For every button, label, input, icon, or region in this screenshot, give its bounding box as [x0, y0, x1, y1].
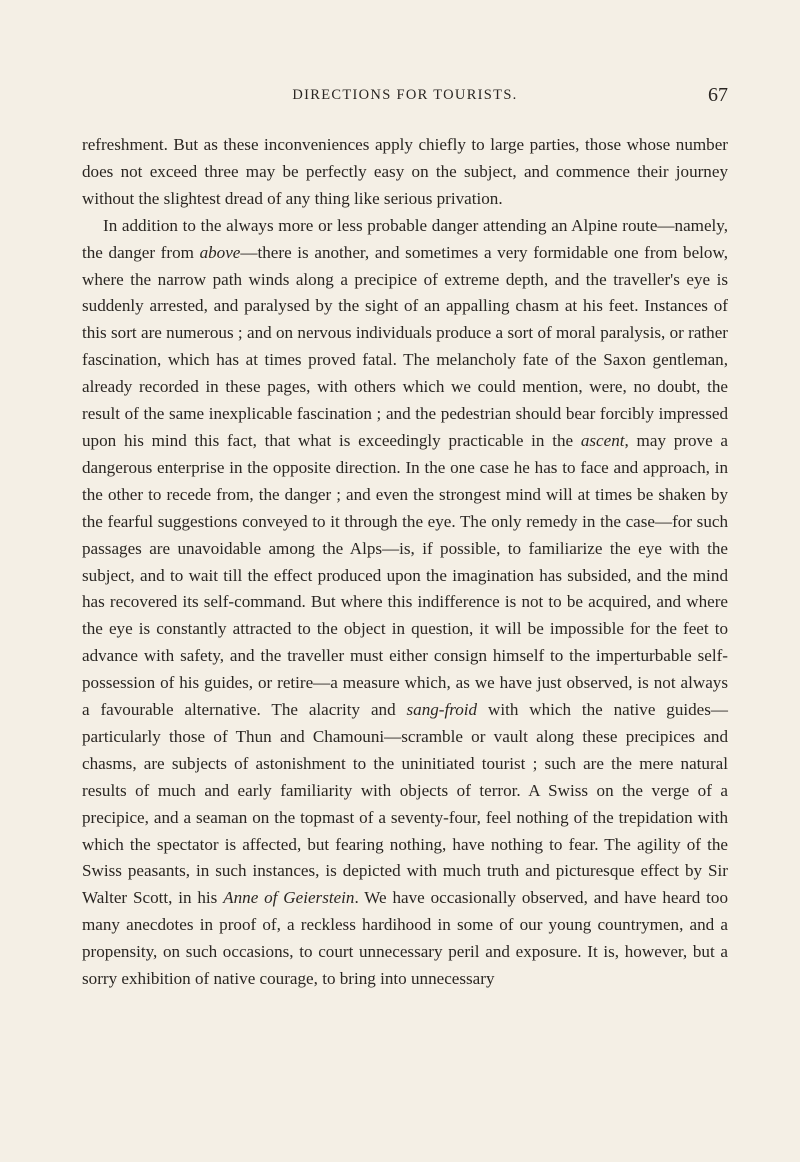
page-number: 67 [708, 84, 728, 106]
running-title: DIRECTIONS FOR TOURISTS. [292, 87, 518, 103]
text-run: —there is another, and sometimes a very formidable one from below, where the narrow path winds along a precipice of extreme depth, and the traveller's eye is suddenly arrested, and paralysed by the sight of an appalling chasm at his feet. Instances of this sort are numerous ; and on nervous individuals produce a sort of moral paralysis, or rather fascination, which has at times proved fatal. The melancholy fate of the Saxon gentleman, already recorded in these pages, with others which we could mention, were, no doubt, the result of the same inexplicable fascination ; and the pedestrian should bear forcibly impressed upon his mind this fact, that what is exceedingly practicable in the [82, 242, 728, 450]
text-run: , may prove a dangerous enterprise in the opposite direction. In the one case he has to face and approach, in the other to recede from, the danger ; and even the strongest mind will at times be shaken by the fearful suggestions conveyed to it through the eye. The only remedy in the case—for such passages are unavoidable among the Alps—is, if possible, to familiarize the eye with the subject, and to wait till the effect produced upon the imagination has subsided, and the mind has recovered its self-command. But where this indifference is not to be acquired, and where the eye is constantly attracted to the object in question, it will be impossible for the feet to advance with safety, and the traveller must either consign himself to the imperturbable self-possession of his guides, or retire—a measure which, as we have just observed, is not always a favourable alternative. The alacrity and [82, 430, 728, 720]
paragraph-dangers [82, 213, 728, 993]
text-run: In addition to the always more or less probable danger attending an Alpine route—namely, the danger from [82, 215, 728, 262]
emphasis-above: above [199, 242, 241, 262]
text-run: . We have occasionally observed, and have heard too many anecdotes in proof of, a reckless hardihood in some of our young countrymen, and a propensity, on such occasions, to court unnecessary peril and exposure. It is, however, but a sorry exhibition of native courage, to bring into unnecessary [82, 888, 728, 989]
emphasis-sang-froid: sang-froid [406, 700, 478, 720]
body-text [82, 132, 728, 993]
running-head [82, 84, 728, 110]
emphasis-ascent: ascent [580, 430, 625, 450]
paragraph-continued: refreshment. But as these inconveniences apply chiefly to large parties, those whose number does not exceed three may be perfectly easy on the subject, and commence their journey without the slightest dread of any thing like serious privation. [82, 135, 728, 208]
text-run: with which the native guides—particularly those of Thun and Chamouni—scramble or vault along these precipices and chasms, are subjects of astonishment to the uninitiated tourist ; such are the mere natural results of much and early familiarity with objects of terror. A Swiss on the verge of a precipice, and a seaman on the topmast of a seventy-four, feel nothing of the trepidation with which the spectator is affected, but fearing nothing, have nothing to fear. The agility of the Swiss peasants, in such instances, is depicted with much truth and picturesque effect by Sir Walter Scott, in his [82, 700, 728, 908]
book-title-anne-of-geierstein: Anne of Geierstein [223, 888, 355, 908]
